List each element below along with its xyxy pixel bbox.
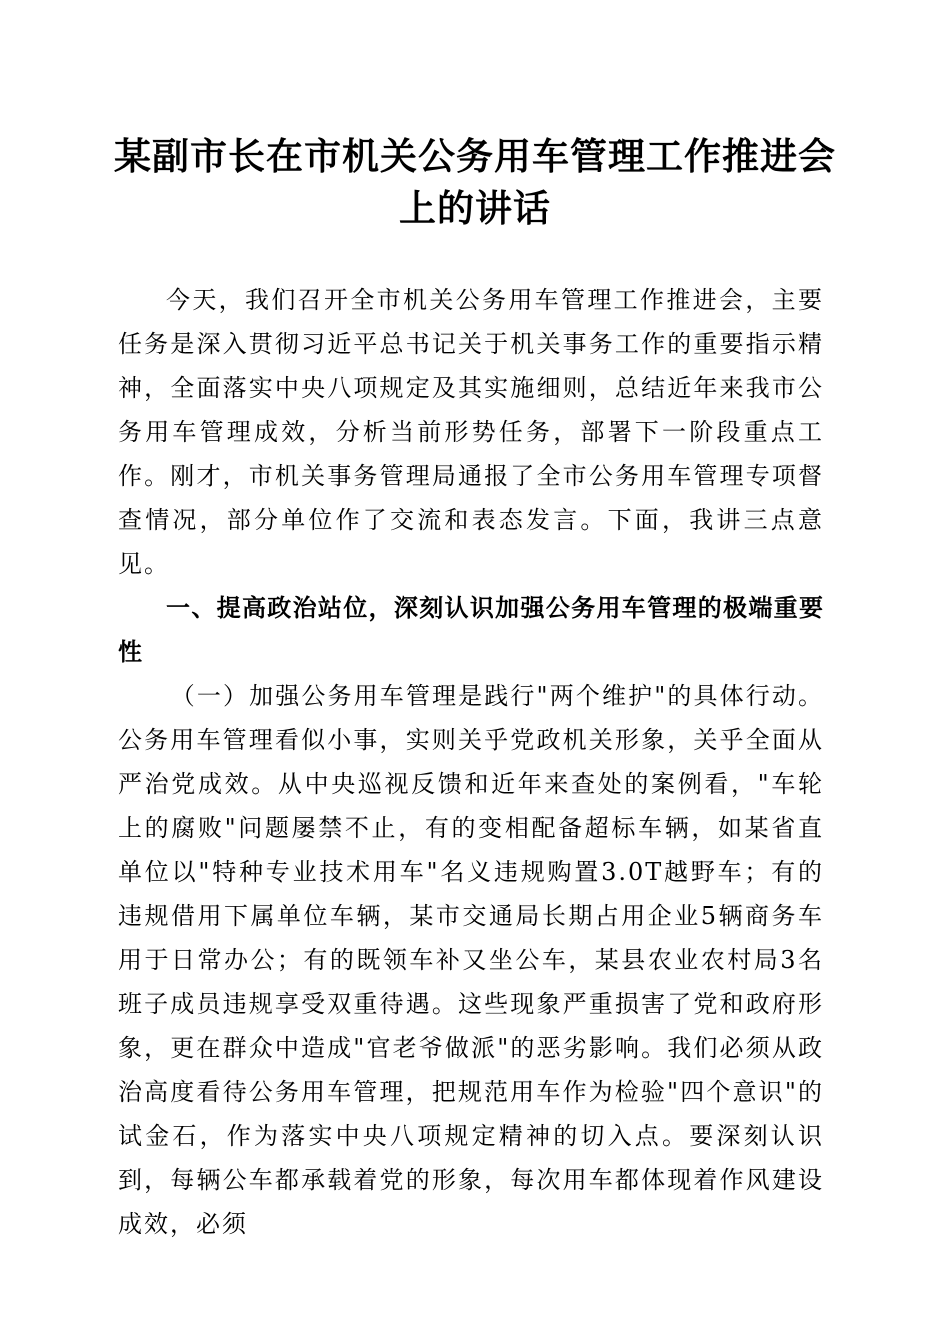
section-heading-1: 一、提高政治站位，深刻认识加强公务用车管理的极端重要性	[118, 594, 824, 666]
document-body	[118, 278, 824, 1246]
document-title: 某副市长在市机关公务用车管理工作推进会上的讲话	[114, 134, 836, 230]
subsection-paragraph-1: （一）加强公务用车管理是践行"两个维护"的具体行动。公务用车管理看似小事，实则关乎党政机关形象，关乎全面从严治党成效。从中央巡视反馈和近年来查处的案例看，"车轮上的腐败"问题屡禁不止，有的变相配备超标车辆，如某省直单位以"特种专业技术用车"名义违规购置3.0T越野车；有的违规借用下属单位车辆，某市交通局长期占用企业5辆商务车用于日常办公；有的既领车补又坐公车，某县农业农村局3名班子成员违规享受双重待遇。这些现象严重损害了党和政府形象，更在群众中造成"官老爷做派"的恶劣影响。我们必须从政治高度看待公务用车管理，把规范用车作为检验"四个意识"的试金石，作为落实中央八项规定精神的切入点。要深刻认识到，每辆公车都承载着党的形象，每次用车都体现着作风建设成效，必须	[118, 682, 824, 1238]
intro-paragraph: 今天，我们召开全市机关公务用车管理工作推进会，主要任务是深入贯彻习近平总书记关于机关事务工作的重要指示精神，全面落实中央八项规定及其实施细则，总结近年来我市公务用车管理成效，分析当前形势任务，部署下一阶段重点工作。刚才，市机关事务管理局通报了全市公务用车管理专项督查情况，部分单位作了交流和表态发言。下面，我讲三点意见。	[118, 286, 824, 578]
